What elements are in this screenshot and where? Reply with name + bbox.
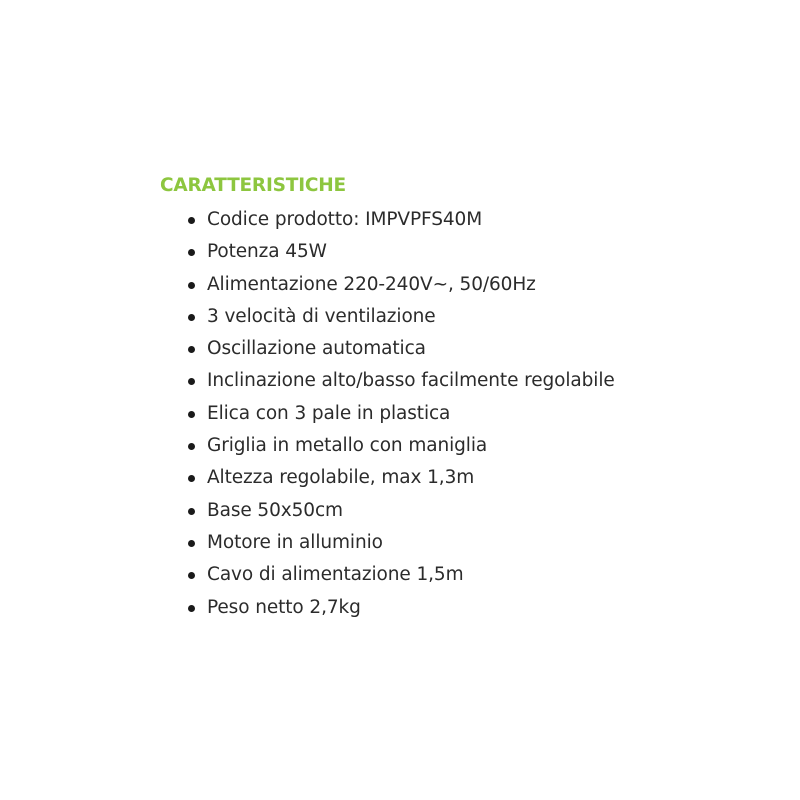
bullet-icon (188, 217, 195, 224)
bullet-icon (188, 346, 195, 353)
list-item (160, 238, 780, 270)
list-item (160, 594, 780, 626)
list-item-text: Altezza regolabile, max 1,3m (207, 467, 475, 489)
list-item-text: Codice prodotto: IMPVPFS40M (207, 209, 483, 230)
bullet-icon (188, 540, 195, 547)
list-item-text: Inclinazione alto/basso facilmente regolabile (207, 370, 615, 392)
list-item-text: Elica con 3 pale in plastica (207, 402, 451, 424)
list-item-text: 3 velocità di ventilazione (207, 305, 436, 327)
list-item-text: Oscillazione automatica (207, 338, 426, 360)
list-item-text: Potenza 45W (207, 241, 327, 263)
bullet-icon (188, 378, 195, 385)
list-item (160, 303, 780, 335)
bullet-icon (188, 249, 195, 256)
list-item (160, 464, 780, 496)
list-item-text: Peso netto 2,7kg (207, 596, 361, 618)
list-item (160, 432, 780, 464)
list-item (160, 529, 780, 561)
list-item (160, 497, 780, 529)
list-item (160, 561, 780, 593)
list-item-text: Base 50x50cm (207, 499, 343, 521)
list-item (160, 367, 780, 399)
bullet-icon (188, 411, 195, 418)
list-item-text: Alimentazione 220-240V~, 50/60Hz (207, 273, 536, 295)
bullet-icon (188, 508, 195, 515)
bullet-icon (188, 475, 195, 482)
specs-heading: CARATTERISTICHE (160, 175, 346, 196)
list-item-text: Cavo di alimentazione 1,5m (207, 564, 464, 586)
specs-list (160, 206, 780, 626)
bullet-icon (188, 314, 195, 321)
product-specs (160, 173, 780, 626)
list-item (160, 400, 780, 432)
bullet-icon (188, 443, 195, 450)
list-item-text: Griglia in metallo con maniglia (207, 435, 488, 457)
list-item (160, 271, 780, 303)
bullet-icon (188, 282, 195, 289)
bullet-icon (188, 605, 195, 612)
list-item (160, 335, 780, 367)
list-item-text: Motore in alluminio (207, 531, 383, 553)
list-item (160, 206, 780, 238)
bullet-icon (188, 572, 195, 579)
